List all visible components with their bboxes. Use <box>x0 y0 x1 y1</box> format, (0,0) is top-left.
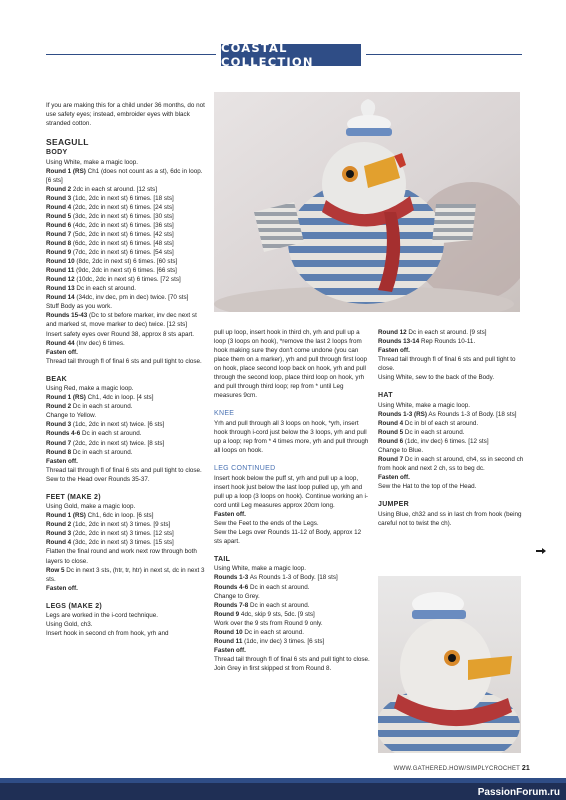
instruction-text: Thread tail through fl of final 6 sts and pull tight to close. <box>46 466 202 474</box>
instruction-line <box>46 420 206 429</box>
instruction-label: Round 5 <box>378 428 404 436</box>
instruction-text: Thread tail through fl of final 6 sts and pull tight to close. <box>214 655 370 663</box>
instruction-line <box>214 646 370 655</box>
instruction-label: Round 9 <box>46 249 72 257</box>
instruction-line <box>46 475 206 484</box>
instruction-line <box>46 239 206 248</box>
instruction-text: (1dc, 2dc in next st) 6 times. [18 sts] <box>71 194 174 202</box>
instruction-text: Dc in each st around. <box>242 628 304 636</box>
instruction-text: Stuff Body as you work. <box>46 303 113 311</box>
instruction-label: Round 4 <box>378 419 404 427</box>
instruction-line <box>378 419 526 428</box>
banner-rule-left <box>46 54 216 55</box>
instruction-label: Round 10 <box>46 258 75 266</box>
instruction-line <box>214 528 370 546</box>
instruction-line <box>214 592 370 601</box>
instruction-label: Round 8 <box>46 448 72 456</box>
instruction-line <box>46 502 206 511</box>
body-instructions <box>46 158 206 366</box>
instruction-text: (2dc, 2dc in next st) 6 times. [24 sts] <box>71 203 174 211</box>
instruction-label: Round 4 <box>46 539 72 547</box>
instruction-text: (1dc, inv dec) 6 times. [12 sts] <box>403 437 489 445</box>
instruction-text: As Rounds 1-3 of Body. [18 sts] <box>426 410 517 418</box>
instruction-label: Fasten off. <box>378 474 410 482</box>
instruction-line <box>378 510 526 528</box>
instruction-text: Legs are worked in the i-cord technique. <box>46 612 159 620</box>
instruction-text: Sew to the Head over Rounds 35-37. <box>46 475 150 483</box>
seagull-photo-top <box>214 92 520 312</box>
body-heading: BODY <box>46 149 68 157</box>
seagull-heading: SEAGULL <box>46 137 89 148</box>
continue-arrow-icon <box>536 548 546 554</box>
instruction-line <box>214 619 370 628</box>
instruction-label: Row 5 <box>46 566 65 574</box>
instruction-line <box>46 158 206 167</box>
instruction-label: Round 6 <box>46 221 72 229</box>
instruction-label: Round 4 <box>46 203 72 211</box>
instruction-label: Round 12 <box>46 276 75 284</box>
instruction-line <box>46 566 206 584</box>
instruction-line <box>378 446 526 455</box>
instruction-text: Dc in each st around. <box>71 448 133 456</box>
instruction-line <box>378 355 526 373</box>
instruction-label: Round 3 <box>46 194 72 202</box>
instruction-label: Round 11 <box>46 267 75 275</box>
instruction-line <box>378 428 526 437</box>
instruction-line <box>46 302 206 311</box>
column-right <box>378 328 526 528</box>
instruction-text: (7dc, 2dc in next st) 6 times. [54 sts] <box>71 249 174 257</box>
instruction-text: Using Red, make a magic loop. <box>46 385 134 393</box>
instruction-line <box>46 221 206 230</box>
instruction-line <box>214 655 370 664</box>
instruction-line <box>378 437 526 446</box>
instruction-line <box>46 411 206 420</box>
instruction-line <box>46 393 206 402</box>
instruction-text: 4dc, skip 9 sts, 5dc. [9 sts] <box>239 610 315 618</box>
instruction-line <box>46 439 206 448</box>
instruction-label: Round 6 <box>378 437 404 445</box>
instruction-text: Dc in next 3 sts, (htr, tr, htr) in next st, dc in next 3 sts. <box>46 566 205 583</box>
instruction-text: (1dc, inv dec) 3 times. [6 sts] <box>242 637 325 645</box>
tail-finish-instructions <box>378 328 526 382</box>
instruction-line <box>214 601 370 610</box>
instruction-line <box>214 610 370 619</box>
instruction-line <box>378 373 526 382</box>
instruction-line <box>214 583 370 592</box>
instruction-line <box>46 185 206 194</box>
jumper-instructions <box>378 510 526 528</box>
instruction-text: Dc in each st around. <box>403 428 465 436</box>
instruction-text: Using Gold, make a magic loop. <box>46 503 136 511</box>
instruction-text: Sew the Hat to the top of the Head. <box>378 483 477 491</box>
instruction-line <box>378 410 526 419</box>
instruction-text: Sew the Legs over Rounds 11-12 of Body, approx 12 sts apart. <box>214 528 362 545</box>
instruction-line <box>46 257 206 266</box>
instruction-text: Yrh and pull through all 3 loops on hook, *yrh, insert hook through i-cord just below the 3 loops, yrh and pull up a loop; rep from * 4 times more, yrh and pull through all loops on hook. <box>214 419 369 455</box>
instruction-line <box>46 194 206 203</box>
instruction-line <box>214 519 370 528</box>
instruction-line <box>46 611 206 620</box>
instruction-label: Round 1 (RS) <box>46 167 86 175</box>
instruction-line <box>46 203 206 212</box>
legs-continued-instructions <box>214 328 370 400</box>
instruction-text: 2dc in each st around. [12 sts] <box>71 185 157 193</box>
instruction-line <box>214 510 370 519</box>
instruction-line <box>214 564 370 573</box>
instruction-line <box>378 346 526 355</box>
column-left <box>46 101 206 638</box>
instruction-line <box>46 384 206 393</box>
instruction-label: Round 5 <box>46 212 72 220</box>
knee-heading: KNEE <box>214 410 235 418</box>
instruction-label: Round 8 <box>46 240 72 248</box>
instruction-text: Dc in each st around. <box>80 430 142 438</box>
beak-heading: BEAK <box>46 375 68 383</box>
knee-instructions <box>214 419 370 455</box>
instruction-label: Fasten off. <box>46 457 78 465</box>
instruction-line <box>378 473 526 482</box>
footer-url <box>394 765 530 772</box>
instruction-text: (3dc, 2dc in next st) 6 times. [30 sts] <box>71 212 174 220</box>
hat-heading: HAT <box>378 392 393 400</box>
tail-instructions <box>214 564 370 673</box>
instruction-text: pull up loop, insert hook in third ch, yrh and pull up a loop (3 loops on hook), *remove the last 2 loops from hook making sure they don't come undone (you can place them on a marker), yrh and pull through first loop on hook, place second loop back on hook, yrh and pull through the second loop, place third loop on hook, yrh and pull through third loop; rep from * until Leg measures 9cm. <box>214 329 367 400</box>
instruction-text: Insert hook in second ch from hook, yrh and <box>46 630 169 638</box>
instruction-text: Join Grey in first skipped st from Round 8. <box>214 664 332 672</box>
instruction-text: (5dc, 2dc in next st) 6 times. [42 sts] <box>71 231 174 239</box>
instruction-line <box>46 275 206 284</box>
instruction-text: Using Gold, ch3. <box>46 621 93 629</box>
instruction-label: Round 1 (RS) <box>46 512 86 520</box>
legs-instructions <box>46 611 206 638</box>
instruction-line <box>46 230 206 239</box>
instruction-line <box>46 293 206 302</box>
instruction-text: Flatten the final round and work next row through both layers to close. <box>46 548 197 565</box>
instruction-line <box>46 429 206 438</box>
instruction-text: Dc in each st around. <box>248 601 310 609</box>
instruction-text: As Rounds 1-3 of Body. [18 sts] <box>248 574 338 582</box>
instruction-text: (Dc to st before marker, inv dec next st and marked st, move marker to dec) twice. [12 sts] <box>46 312 197 329</box>
instruction-text: Dc in each st around. [9 sts] <box>406 329 487 336</box>
footer-url-text: WWW.GATHERED.HOW/SIMPLYCROCHET <box>393 766 520 772</box>
instruction-text: Insert safety eyes over Round 38, approx 8 sts apart. <box>46 330 195 338</box>
instruction-line <box>46 584 206 593</box>
instruction-label: Round 3 <box>46 421 72 429</box>
instruction-label: Round 9 <box>214 610 240 618</box>
instruction-line <box>46 167 206 185</box>
instruction-line <box>214 573 370 582</box>
instruction-label: Rounds 1-3 <box>214 574 249 582</box>
instruction-text: Using White, make a magic loop. <box>378 401 471 409</box>
instruction-line <box>46 448 206 457</box>
instruction-text: (4dc, 2dc in next st) 6 times. [36 sts] <box>71 221 174 229</box>
instruction-label: Fasten off. <box>214 646 246 654</box>
feet-instructions <box>46 502 206 592</box>
instruction-line <box>46 357 206 366</box>
instruction-label: Rounds 1-3 (RS) <box>378 410 427 418</box>
instruction-label: Round 10 <box>214 628 243 636</box>
instruction-label: Round 1 (RS) <box>46 394 86 402</box>
instruction-line <box>46 457 206 466</box>
instruction-text: (34dc, inv dec, pm in dec) twice. [70 sts] <box>74 294 189 302</box>
instruction-label: Fasten off. <box>46 348 78 356</box>
legs-heading: LEGS (MAKE 2) <box>46 602 103 610</box>
instruction-line <box>46 538 206 547</box>
instruction-line <box>46 402 206 411</box>
instruction-text: Dc in each st around. <box>74 285 136 293</box>
instruction-line <box>46 311 206 329</box>
instruction-line <box>46 348 206 357</box>
instruction-label: Rounds 15-43 <box>46 312 88 320</box>
seagull-illustration <box>214 92 520 312</box>
instruction-text: (9dc, 2dc in next st) 6 times. [66 sts] <box>74 267 177 275</box>
instruction-line <box>214 664 370 673</box>
intro-text: If you are making this for a child under 36 months, do not use safety eyes; instead, embroider eyes with black stranded cotton. <box>46 102 205 128</box>
instruction-line <box>378 455 526 473</box>
instruction-label: Round 7 <box>46 439 72 447</box>
instruction-line <box>214 637 370 646</box>
instruction-label: Round 2 <box>46 185 72 193</box>
instruction-line <box>378 401 526 410</box>
instruction-text: Ch1 (does not count as a st), 6dc in loop. [6 sts] <box>46 167 203 184</box>
instruction-text: Using White, make a magic loop. <box>46 158 139 166</box>
instruction-text: Change to Grey. <box>214 592 260 600</box>
instruction-line <box>46 620 206 629</box>
instruction-text: (10dc, 2dc in next st) 6 times. [72 sts] <box>74 276 181 284</box>
instruction-text: Dc in each st around. <box>71 403 133 411</box>
tail-heading: TAIL <box>214 555 231 563</box>
seagull-closeup-illustration <box>378 576 521 753</box>
instruction-line <box>46 339 206 348</box>
instruction-text: Dc in each st around. <box>248 583 310 591</box>
instruction-text: Dc in bl of each st around. <box>403 419 479 427</box>
instruction-line <box>214 474 370 510</box>
instruction-line <box>46 529 206 538</box>
instruction-label: Round 2 <box>46 403 72 411</box>
feet-heading: FEET (MAKE 2) <box>46 493 101 501</box>
instruction-text: (1dc, 2dc in next st) twice. [6 sts] <box>71 421 165 429</box>
instruction-line <box>378 337 526 346</box>
instruction-line <box>46 466 206 475</box>
instruction-text: Ch1, 6dc in loop. [6 sts] <box>85 512 154 520</box>
instruction-text: (8dc, 2dc in next st) 6 times. [60 sts] <box>74 258 178 266</box>
section-banner: COASTAL COLLECTION <box>221 44 361 66</box>
instruction-text: Change to Yellow. <box>46 412 97 420</box>
leg-continued-instructions <box>214 474 370 546</box>
seagull-photo-bottom <box>378 576 521 753</box>
instruction-text: Thread tail through fl of final 6 sts and pull tight to close. <box>378 356 516 373</box>
banner-rule-right <box>366 54 522 55</box>
instruction-line <box>46 547 206 565</box>
instruction-text: (6dc, 2dc in next st) 6 times. [48 sts] <box>71 240 174 248</box>
instruction-text: (Inv dec) 6 times. <box>74 339 125 347</box>
instruction-line <box>214 628 370 637</box>
instruction-label: Round 12 <box>378 329 407 336</box>
instruction-label: Round 3 <box>46 530 72 538</box>
instruction-text: Using Blue, ch32 and ss in last ch from hook (being careful not to twist the ch). <box>378 510 522 527</box>
instruction-text: Dc in each st around, ch4, ss in second ch from hook and next 2 ch, ss to beg dc. <box>378 456 524 473</box>
hat-instructions <box>378 401 526 491</box>
jumper-heading: JUMPER <box>378 501 409 509</box>
instruction-label: Rounds 4-6 <box>214 583 249 591</box>
instruction-text: Thread tail through fl of final 6 sts and pull tight to close. <box>46 357 202 365</box>
instruction-text: Rep Rounds 10-11. <box>419 338 476 346</box>
instruction-text: (2dc, 2dc in next st) 3 times. [12 sts] <box>71 530 174 538</box>
instruction-line <box>46 330 206 339</box>
instruction-label: Fasten off. <box>46 584 78 592</box>
instruction-label: Fasten off. <box>378 347 410 355</box>
instruction-line <box>46 520 206 529</box>
instruction-label: Round 7 <box>378 456 404 464</box>
instruction-label: Round 14 <box>46 294 75 302</box>
instruction-text: (2dc, 2dc in next st) twice. [8 sts] <box>71 439 165 447</box>
leg-continued-heading: LEG CONTINUED <box>214 465 276 473</box>
instruction-label: Round 7 <box>46 231 72 239</box>
instruction-line <box>214 419 370 455</box>
instruction-label: Fasten off. <box>214 510 246 518</box>
instruction-line <box>214 328 370 400</box>
instruction-line <box>46 212 206 221</box>
instruction-text: Using White, make a magic loop. <box>214 565 307 573</box>
instruction-text: Change to Blue. <box>378 447 424 455</box>
instruction-label: Rounds 4-6 <box>46 430 81 438</box>
instruction-label: Round 2 <box>46 521 72 529</box>
column-middle <box>214 328 370 673</box>
instruction-text: Work over the 9 sts from Round 9 only. <box>214 619 323 627</box>
instruction-label: Round 44 <box>46 339 75 347</box>
page-number: 21 <box>521 765 530 772</box>
instruction-label: Rounds 13-14 <box>378 338 420 346</box>
instruction-label: Round 11 <box>214 637 243 645</box>
instruction-line <box>46 248 206 257</box>
instruction-line <box>378 328 526 337</box>
instruction-text: (3dc, 2dc in next st) 3 times. [15 sts] <box>71 539 174 547</box>
instruction-text: Insert hook below the puff st, yrh and pull up a loop, insert hook just below the last loop pulled up, yrh and pull up a loop (3 loops on hook). Continue working an i-cord until Leg measures approx 20cm long. <box>214 474 369 509</box>
watermark-text: PassionForum.ru <box>477 787 560 798</box>
instruction-line <box>378 482 526 491</box>
instruction-line <box>46 629 206 638</box>
instruction-text: Sew the Feet to the ends of the Legs. <box>214 519 319 527</box>
instruction-label: Rounds 7-8 <box>214 601 249 609</box>
instruction-line <box>46 284 206 293</box>
instruction-text: Using White, sew to the back of the Body. <box>378 374 495 382</box>
instruction-text: Ch1, 4dc in loop. [4 sts] <box>85 394 154 402</box>
beak-instructions <box>46 384 206 484</box>
instruction-text: (1dc, 2dc in next st) 3 times. [9 sts] <box>71 521 171 529</box>
instruction-line <box>46 511 206 520</box>
instruction-label: Round 13 <box>46 285 75 293</box>
instruction-line <box>46 266 206 275</box>
